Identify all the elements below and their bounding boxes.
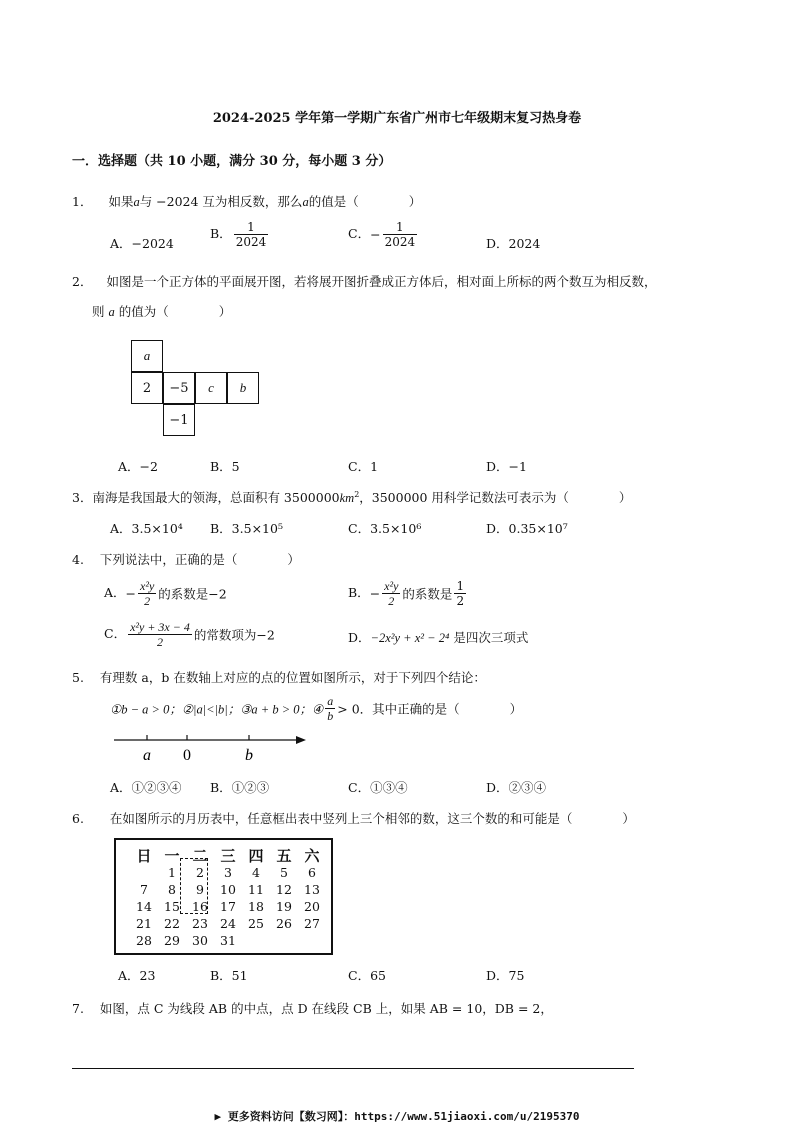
weekday-wed: 三	[220, 847, 236, 865]
option-label: C．	[104, 626, 127, 641]
calendar-day: 29	[164, 933, 180, 948]
question-1	[72, 192, 421, 210]
net-cell-3	[195, 372, 227, 404]
weekday-sat: 六	[304, 847, 320, 865]
numerator: a	[327, 694, 334, 708]
option-c[interactable]: C．65	[348, 968, 386, 983]
question-7	[72, 999, 553, 1017]
question-number: 1．	[72, 194, 93, 209]
calendar-day: 18	[248, 899, 264, 914]
question-number: 2．	[72, 274, 93, 289]
calendar-day: 27	[304, 916, 320, 931]
page-title: 2024-2025 学年第一学期广东省广州市七年级期末复习热身卷	[212, 111, 582, 126]
option-label: C．	[348, 226, 371, 241]
unit: km	[339, 491, 355, 505]
option-b[interactable]	[210, 220, 270, 249]
minus-sign: −	[369, 586, 381, 601]
option-d[interactable]: D．0.35×10⁷	[486, 521, 568, 536]
calendar-day: 30	[192, 933, 208, 948]
calendar-day: 10	[220, 882, 236, 897]
question-number: 4.	[72, 552, 84, 567]
calendar-day: 23	[192, 916, 208, 931]
option-c[interactable]	[348, 220, 419, 249]
option-a[interactable]: A．−2	[118, 459, 158, 474]
calendar-day: 4	[252, 865, 260, 880]
option-b[interactable]: B．3.5×10⁵	[210, 521, 283, 536]
option-a[interactable]: A．3.5×10⁴	[110, 521, 183, 536]
cell-value: −5	[169, 380, 189, 396]
denominator: 2	[156, 635, 163, 649]
section-heading: 一．选择题（共 10 小题，满分 30 分，每小题 3 分）	[72, 154, 392, 169]
question-6	[72, 809, 635, 827]
option-label: B．	[348, 585, 370, 600]
calendar-day: 24	[220, 916, 236, 931]
option-d[interactable]: D．75	[486, 968, 525, 983]
minus-sign: −	[125, 586, 137, 601]
calendar-day: 6	[308, 865, 316, 880]
calendar-day: 20	[304, 899, 320, 914]
question-4	[72, 550, 300, 568]
conclusions-text: ①b − a > 0；②|a|<|b|；③a + b > 0；④	[110, 702, 324, 717]
option-text: 的常数项为−2	[193, 627, 275, 643]
numerator: x²y	[140, 579, 155, 593]
expression: −2x²y + x² − 2⁴	[370, 631, 450, 645]
cell-value: 2	[142, 380, 152, 396]
calendar-day: 17	[220, 899, 236, 914]
weekday-tue: 二	[192, 847, 208, 865]
calendar-day: 13	[304, 882, 320, 897]
question-2	[72, 272, 656, 290]
denominator: 2	[388, 594, 395, 608]
option-a[interactable]: A．23	[118, 968, 156, 983]
option-d[interactable]: D．−1	[486, 459, 527, 474]
calendar-day: 16	[192, 899, 208, 914]
calendar-day: 3	[224, 865, 232, 880]
option-b[interactable]: B．51	[210, 968, 248, 983]
question-2-line-2	[92, 302, 231, 320]
question-text: ，3500000 用科学记数法可表示为（ ）	[359, 490, 632, 505]
question-3	[72, 488, 631, 506]
option-text: 是四次三项式	[453, 630, 529, 645]
numerator: x²y + 3x − 4	[130, 620, 190, 634]
unit-exponent: 2	[354, 489, 360, 499]
calendar-day: 1	[168, 865, 176, 880]
minus-sign: −	[370, 227, 381, 242]
question-number: 7.	[72, 1001, 84, 1016]
denominator: 2024	[384, 235, 416, 249]
net-cell-1	[131, 372, 163, 404]
fraction	[128, 620, 192, 649]
cell-value: c	[208, 380, 214, 395]
option-a[interactable]	[104, 579, 227, 608]
question-text: 则	[92, 304, 105, 319]
numerator: x²y	[384, 579, 399, 593]
fraction	[382, 579, 400, 608]
calendar-day: 9	[196, 882, 204, 897]
cell-value: b	[239, 380, 247, 395]
question-number: 6.	[72, 811, 84, 826]
calendar-day: 12	[276, 882, 292, 897]
fraction	[383, 220, 418, 249]
label-a: a	[143, 747, 151, 764]
calendar-day: 14	[136, 899, 152, 914]
calendar-day: 21	[136, 916, 152, 931]
denominator: b	[327, 709, 334, 723]
denominator: 2024	[235, 235, 267, 249]
option-c[interactable]	[104, 620, 275, 649]
variable: a	[302, 195, 309, 209]
weekday-mon: 一	[164, 847, 180, 865]
question-text: 如图是一个正方体的平面展开图，若将展开图折叠成正方体后，相对面上所标的两个数互为相反数，	[106, 274, 657, 289]
question-text: 有理数 a，b 在数轴上对应的点的位置如图所示，对于下列四个结论：	[99, 670, 486, 685]
weekday-fri: 五	[276, 847, 292, 865]
option-label: D．	[348, 630, 371, 645]
calendar-day: 22	[164, 916, 180, 931]
cell-value: a	[143, 348, 151, 363]
question-text: 3．南海是我国最大的领海，总面积有 3500000	[72, 490, 340, 505]
question-5	[72, 668, 486, 686]
calendar-day: 7	[140, 882, 148, 897]
option-c[interactable]: C．①③④	[348, 780, 408, 795]
calendar-day: 26	[276, 916, 292, 931]
fraction	[454, 579, 466, 608]
denominator: 2	[144, 594, 151, 608]
question-text: 的值是（ ）	[308, 194, 422, 209]
footer-divider	[72, 1068, 634, 1069]
net-cell-top	[131, 340, 163, 372]
option-label: B．	[210, 226, 232, 241]
fraction	[138, 579, 156, 608]
selection-frame	[180, 858, 208, 914]
question-number: 5.	[72, 670, 84, 685]
option-text: 的系数是−2	[158, 586, 227, 602]
option-text: 的系数是	[402, 586, 453, 602]
denominator: 2	[456, 594, 465, 608]
calendar-day: 5	[280, 865, 288, 880]
option-b[interactable]: B．5	[210, 459, 240, 474]
calendar-day: 19	[276, 899, 292, 914]
option-a[interactable]: A．①②③④	[110, 780, 182, 795]
arrow-icon	[296, 736, 306, 744]
option-d[interactable]: D．②③④	[486, 780, 547, 795]
label-zero: 0	[183, 747, 191, 764]
fraction	[325, 694, 335, 723]
question-text: 如图，点 C 为线段 AB 的中点，点 D 在线段 CB 上，如果 AB = 10，DB = 2，	[99, 1001, 553, 1016]
variable: a	[133, 195, 140, 209]
option-d[interactable]: D．2024	[486, 236, 541, 251]
number-line	[110, 730, 310, 766]
option-c[interactable]: C．1	[348, 459, 379, 474]
numerator: 1	[383, 220, 418, 235]
calendar-day: 25	[248, 916, 264, 931]
option-a[interactable]: A．−2024	[110, 236, 174, 251]
net-cell-2	[163, 372, 195, 404]
footer-link[interactable]: ▶ 更多资料访问【数习网】：https://www.51jiaoxi.com/u/2195370	[214, 1110, 580, 1123]
option-b[interactable]: B．①②③	[210, 780, 270, 795]
calendar-day: 8	[168, 882, 176, 897]
cell-value: −1	[169, 412, 189, 428]
numerator: 1	[456, 579, 465, 593]
calendar-table	[114, 838, 333, 955]
calendar-day: 2	[196, 865, 204, 880]
option-c[interactable]: C．3.5×10⁶	[348, 521, 422, 536]
conclusions-text: > 0．其中正确的是（ ）	[337, 701, 523, 717]
calendar-day: 31	[220, 933, 236, 948]
question-text: 的值为（ ）	[118, 304, 232, 319]
net-cell-bottom	[163, 404, 195, 436]
question-text: 下列说法中，正确的是（ ）	[99, 552, 300, 567]
option-d[interactable]	[348, 628, 528, 646]
label-b: b	[245, 747, 253, 764]
calendar-day: 28	[136, 933, 152, 948]
numerator: 1	[234, 220, 269, 235]
variable: a	[108, 305, 115, 319]
question-text: 在如图所示的月历表中，任意框出表中竖列上三个相邻的数，这三个数的和可能是（ ）	[109, 811, 635, 826]
weekday-thu: 四	[248, 847, 264, 865]
fraction	[234, 220, 269, 249]
calendar-day: 15	[164, 899, 180, 914]
question-text: 如果	[108, 194, 134, 209]
option-b[interactable]	[348, 579, 468, 608]
question-text: 与 −2024 互为相反数，那么	[139, 194, 303, 209]
option-label: A．	[104, 585, 126, 600]
question-5-conclusions	[110, 694, 522, 723]
weekday-sun: 日	[136, 847, 152, 865]
calendar-day: 11	[248, 882, 264, 897]
net-cell-4	[227, 372, 259, 404]
